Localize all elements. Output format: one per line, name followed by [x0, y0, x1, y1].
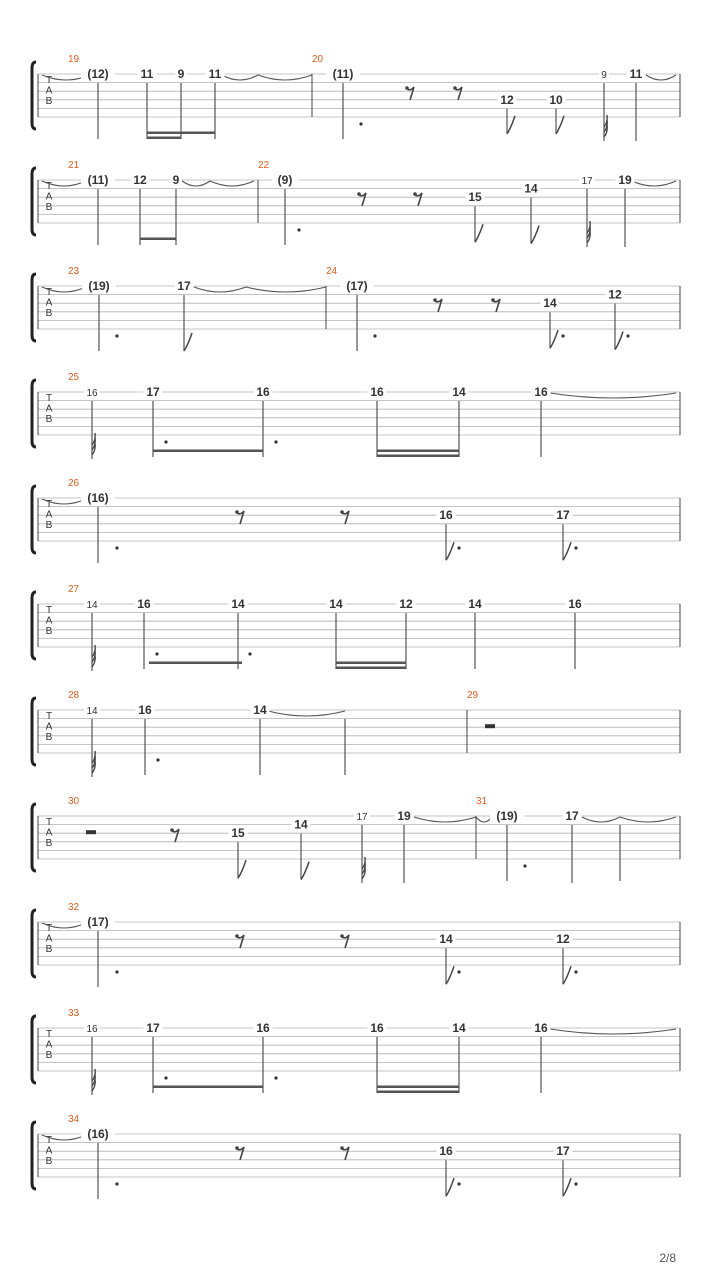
tie-arc: [222, 75, 258, 80]
fret-number: (17): [346, 279, 368, 293]
tab-clef-letter: B: [45, 414, 53, 425]
tab-clef-letter: T: [45, 75, 53, 86]
note-flag: [507, 116, 515, 134]
fret-number: 16: [439, 508, 453, 523]
tab-clef-letter: T: [45, 1029, 53, 1040]
tab-clef-letter: T: [45, 1135, 53, 1146]
tab-clef-letter: A: [45, 1145, 53, 1157]
measure-number: 21: [68, 160, 80, 171]
fret-number: (16): [87, 1127, 109, 1141]
system-bracket: [32, 168, 36, 235]
fret-number: 14: [468, 597, 482, 611]
tie-arc: [210, 181, 254, 186]
tie-arc: [550, 1029, 676, 1034]
fret-number: 14: [294, 817, 308, 832]
eighth-rest-dot: [433, 298, 437, 302]
rhythm-dot: [574, 546, 577, 549]
tab-clef-letter: B: [45, 1050, 53, 1061]
note-flag: [446, 1178, 454, 1196]
tab-clef-letter: B: [45, 732, 53, 743]
measure-number: 28: [68, 690, 80, 701]
note-beam: [147, 132, 215, 135]
fret-number: 14: [86, 706, 98, 717]
tab-clef-letter: A: [45, 403, 53, 415]
eighth-rest-dot: [453, 86, 457, 90]
eighth-rest-dot: [340, 934, 344, 938]
measure-number: 20: [312, 54, 324, 65]
fret-number: (19): [88, 279, 110, 293]
system-bracket: [32, 1016, 36, 1083]
fret-number: 14: [452, 1021, 466, 1035]
system-bracket: [32, 1122, 36, 1189]
tab-clef-letter: A: [45, 1039, 53, 1051]
tab-clef-letter: B: [45, 202, 53, 213]
measure-number: 33: [68, 1008, 80, 1019]
fret-number: 17: [356, 812, 368, 823]
tie-arc: [194, 287, 246, 292]
measure-number: 25: [68, 372, 80, 383]
fret-number: 9: [172, 173, 180, 187]
note-beam: [147, 137, 181, 140]
rhythm-dot: [574, 1182, 577, 1185]
fret-number: 17: [581, 176, 593, 187]
tab-system: [32, 690, 680, 777]
tab-clef-letter: A: [45, 191, 53, 203]
tab-clef-letter: B: [45, 944, 53, 955]
rhythm-dot: [156, 758, 159, 761]
fret-number: 16: [534, 1021, 548, 1035]
system-bracket: [32, 804, 36, 871]
measure-number: 24: [326, 266, 338, 277]
fret-number: 11: [208, 67, 222, 81]
fret-number: 12: [133, 173, 147, 187]
tab-system: [32, 478, 680, 563]
system-bracket: [32, 910, 36, 977]
note-beam: [336, 667, 406, 670]
fret-number: 16: [568, 597, 582, 611]
fret-number: (12): [87, 67, 109, 81]
measure-number: 27: [68, 584, 80, 595]
fret-number: (16): [87, 491, 109, 505]
fret-number: 14: [86, 600, 98, 611]
tie-arc: [246, 287, 326, 292]
bar-rest: [86, 830, 96, 834]
tab-clef-letter: T: [45, 499, 53, 510]
tie-arc: [414, 817, 476, 822]
rhythm-dot: [115, 1182, 118, 1185]
rhythm-dot: [155, 652, 158, 655]
fret-number: 16: [86, 1024, 98, 1035]
rhythm-dot: [561, 334, 564, 337]
measure-number: 23: [68, 266, 80, 277]
rhythm-dot: [373, 334, 376, 337]
rhythm-dot: [115, 334, 118, 337]
note-flag: [475, 224, 483, 242]
eighth-rest-dot: [340, 510, 344, 514]
rhythm-dot: [457, 970, 460, 973]
tab-system: [32, 266, 680, 351]
fret-number: 16: [370, 1021, 384, 1035]
rhythm-dot: [574, 970, 577, 973]
fret-number: (9): [277, 173, 293, 187]
tab-clef-letter: T: [45, 181, 53, 192]
fret-number: 14: [524, 181, 538, 196]
tab-clef-letter: B: [45, 626, 53, 637]
note-beam: [140, 238, 176, 241]
tab-system: [32, 584, 680, 671]
fret-number: 17: [556, 1144, 570, 1159]
tab-clef-letter: A: [45, 85, 53, 97]
fret-number: 17: [146, 385, 160, 399]
system-bracket: [32, 274, 36, 341]
bar-rest: [485, 724, 495, 728]
rhythm-dot: [626, 334, 629, 337]
fret-number: 16: [86, 388, 98, 399]
tab-system: [32, 372, 680, 459]
measure-number: 26: [68, 478, 80, 489]
tie-arc: [476, 817, 492, 822]
tab-clef-letter: B: [45, 308, 53, 319]
rhythm-dot: [297, 228, 300, 231]
fret-number: (11): [332, 67, 354, 81]
fret-number: 19: [397, 809, 411, 823]
tie-arc: [620, 817, 676, 822]
tab-clef-letter: A: [45, 297, 53, 309]
system-bracket: [32, 380, 36, 447]
tab-clef-letter: B: [45, 520, 53, 531]
eighth-rest-dot: [235, 510, 239, 514]
note-flag: [563, 542, 571, 560]
note-flag: [446, 966, 454, 984]
tie-arc: [182, 181, 210, 186]
system-bracket: [32, 592, 36, 659]
system-bracket: [32, 486, 36, 553]
fret-number: (19): [496, 809, 518, 823]
note-flag: [301, 862, 309, 880]
rhythm-dot: [248, 652, 251, 655]
rhythm-dot: [115, 546, 118, 549]
eighth-rest-dot: [170, 828, 174, 832]
rhythm-dot: [274, 440, 277, 443]
note-beam: [377, 455, 459, 458]
eighth-rest-dot: [340, 1146, 344, 1150]
note-flag: [563, 1178, 571, 1196]
fret-number: 16: [370, 385, 384, 399]
measure-number: 31: [476, 796, 488, 807]
tie-arc: [632, 181, 676, 186]
eighth-rest-dot: [357, 192, 361, 196]
fret-number: 10: [549, 92, 563, 107]
fret-number: 17: [556, 508, 570, 523]
fret-number: 14: [543, 296, 557, 311]
rhythm-dot: [164, 440, 167, 443]
tab-clef-letter: A: [45, 615, 53, 627]
system-bracket: [32, 698, 36, 765]
fret-number: 12: [608, 287, 622, 302]
fret-number: 19: [618, 173, 632, 187]
note-beam: [149, 662, 242, 665]
eighth-rest-dot: [413, 192, 417, 196]
fret-number: 16: [534, 385, 548, 399]
fret-number: 12: [556, 932, 570, 947]
rhythm-dot: [274, 1076, 277, 1079]
fret-number: 16: [439, 1144, 453, 1159]
fret-number: 12: [399, 597, 413, 611]
tab-clef-letter: T: [45, 923, 53, 934]
note-beam: [377, 1086, 459, 1089]
tab-system: [32, 1114, 680, 1199]
fret-number: 14: [439, 932, 453, 947]
fret-number: 14: [329, 597, 343, 611]
tab-clef-letter: T: [45, 817, 53, 828]
tab-clef-letter: A: [45, 509, 53, 521]
fret-number: 17: [146, 1021, 160, 1035]
measure-number: 34: [68, 1114, 80, 1125]
tab-clef-letter: B: [45, 1156, 53, 1167]
fret-number: 11: [140, 67, 154, 81]
note-flag: [615, 332, 623, 350]
system-bracket: [32, 62, 36, 129]
fret-number: 16: [256, 1021, 270, 1035]
tab-system: [32, 1008, 680, 1095]
rhythm-dot: [457, 1182, 460, 1185]
fret-number: 12: [500, 92, 514, 107]
rhythm-dot: [164, 1076, 167, 1079]
note-flag: [556, 116, 564, 134]
fret-number: (11): [87, 173, 109, 187]
tab-system: [32, 796, 680, 883]
eighth-rest-dot: [235, 1146, 239, 1150]
note-beam: [153, 1086, 263, 1089]
tab-clef-letter: T: [45, 393, 53, 404]
tab-clef-letter: A: [45, 721, 53, 733]
tie-arc: [582, 817, 620, 822]
fret-number: 16: [137, 597, 151, 611]
tie-arc: [258, 75, 312, 80]
fret-number: 15: [468, 190, 482, 205]
note-flag: [550, 330, 558, 348]
eighth-rest-dot: [405, 86, 409, 90]
measure-number: 22: [258, 160, 270, 171]
fret-number: (17): [87, 915, 109, 929]
eighth-rest-dot: [491, 298, 495, 302]
fret-number: 9: [177, 67, 185, 81]
note-flag: [446, 542, 454, 560]
fret-number: 17: [177, 279, 191, 293]
fret-number: 9: [601, 70, 607, 81]
eighth-rest-dot: [235, 934, 239, 938]
tab-clef-letter: B: [45, 96, 53, 107]
fret-number: 11: [629, 67, 643, 81]
tab-clef-letter: B: [45, 838, 53, 849]
note-flag: [184, 333, 192, 351]
fret-number: 14: [253, 703, 267, 717]
measure-number: 32: [68, 902, 80, 913]
note-beam: [153, 450, 263, 453]
page-number: 2/8: [659, 1251, 676, 1265]
measure-number: 19: [68, 54, 80, 65]
tab-system: [32, 160, 680, 247]
rhythm-dot: [359, 122, 362, 125]
fret-number: 14: [452, 385, 466, 399]
tab-clef-letter: A: [45, 827, 53, 839]
fret-number: 16: [256, 385, 270, 399]
tab-system: [32, 902, 680, 987]
note-beam: [377, 1091, 459, 1094]
tie-arc: [550, 393, 676, 398]
fret-number: 16: [138, 703, 152, 717]
note-flag: [563, 966, 571, 984]
rhythm-dot: [115, 970, 118, 973]
note-beam: [377, 450, 459, 453]
fret-number: 14: [231, 597, 245, 611]
rhythm-dot: [523, 864, 526, 867]
rhythm-dot: [457, 546, 460, 549]
tab-clef-letter: T: [45, 711, 53, 722]
note-beam: [336, 662, 406, 665]
note-flag: [238, 860, 246, 878]
fret-number: 17: [565, 809, 579, 823]
tab-system: [32, 54, 680, 141]
measure-number: 29: [467, 690, 479, 701]
tab-clef-letter: T: [45, 287, 53, 298]
note-flag: [531, 226, 539, 244]
measure-number: 30: [68, 796, 80, 807]
tab-clef-letter: T: [45, 605, 53, 616]
tab-clef-letter: A: [45, 933, 53, 945]
fret-number: 15: [231, 826, 245, 841]
tie-arc: [268, 711, 345, 716]
tie-arc: [646, 75, 676, 80]
